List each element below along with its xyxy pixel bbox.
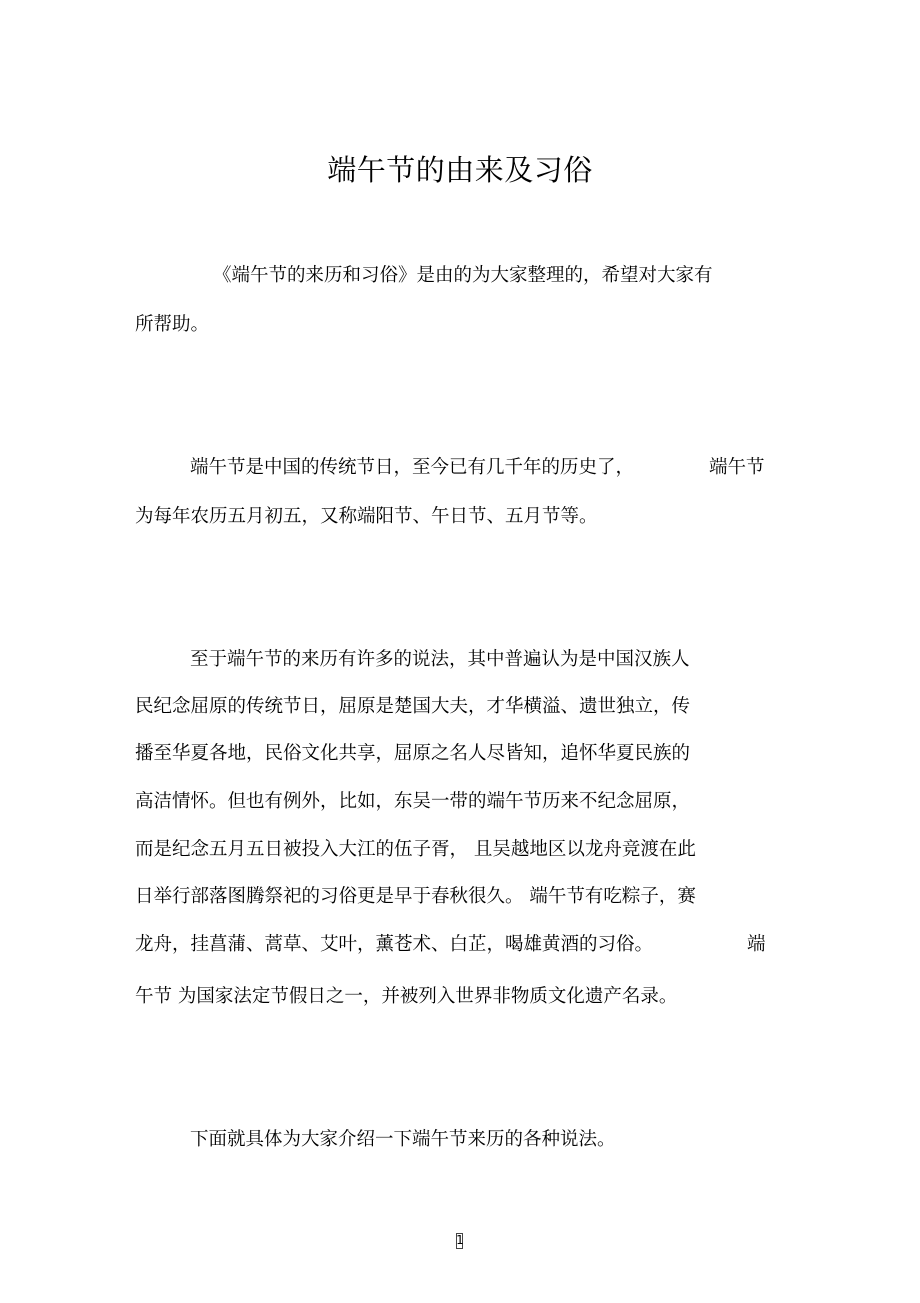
intro-line-1: 《端午节的来历和习俗》是由的为大家整理的，希望对大家有	[213, 265, 713, 286]
para2-line-2: 民纪念屈原的传统节日，屈原是楚国大夫，才华横溢、遗世独立，传	[135, 696, 691, 717]
para2-line-5: 而是纪念五月五日被投入大江的伍子胥， 且吴越地区以龙舟竞渡在此	[135, 839, 696, 860]
page-number: 1	[456, 1233, 464, 1247]
para2-line-8: 午节 为国家法定节假日之一，并被列入世界非物质文化遗产名录。	[135, 986, 678, 1007]
para3-line-1: 下面就具体为大家介绍一下端午节来历的各种说法。	[190, 1129, 616, 1150]
para2-line-6: 日举行部落图腾祭祀的习俗更是早于春秋很久。 端午节有吃粽子，赛	[135, 886, 696, 907]
para2-line-3: 播至华夏各地，民俗文化共享，屈原之名人尽皆知，追怀华夏民族的	[135, 743, 691, 764]
para1-line-1: 端午节是中国的传统节日，至今已有几千年的历史了，	[190, 457, 635, 478]
document-title: 端午节的由来及习俗	[327, 153, 593, 187]
para2-line-4: 高洁情怀。但也有例外，比如，东吴一带的端午节历来不纪念屈原，	[135, 791, 691, 812]
intro-line-2: 所帮助。	[135, 314, 210, 335]
para1-line-1-right: 端午节	[709, 457, 765, 478]
para2-line-7: 龙舟，挂菖蒲、蒿草、艾叶，薰苍术、白芷，喝雄黄酒的习俗。	[135, 934, 654, 955]
para1-line-2: 为每年农历五月初五，又称端阳节、午日节、五月节等。	[135, 506, 598, 527]
para2-line-1: 至于端午节的来历有许多的说法，其中普遍认为是中国汉族人	[190, 649, 690, 670]
para2-line-7-right: 端	[747, 934, 766, 955]
